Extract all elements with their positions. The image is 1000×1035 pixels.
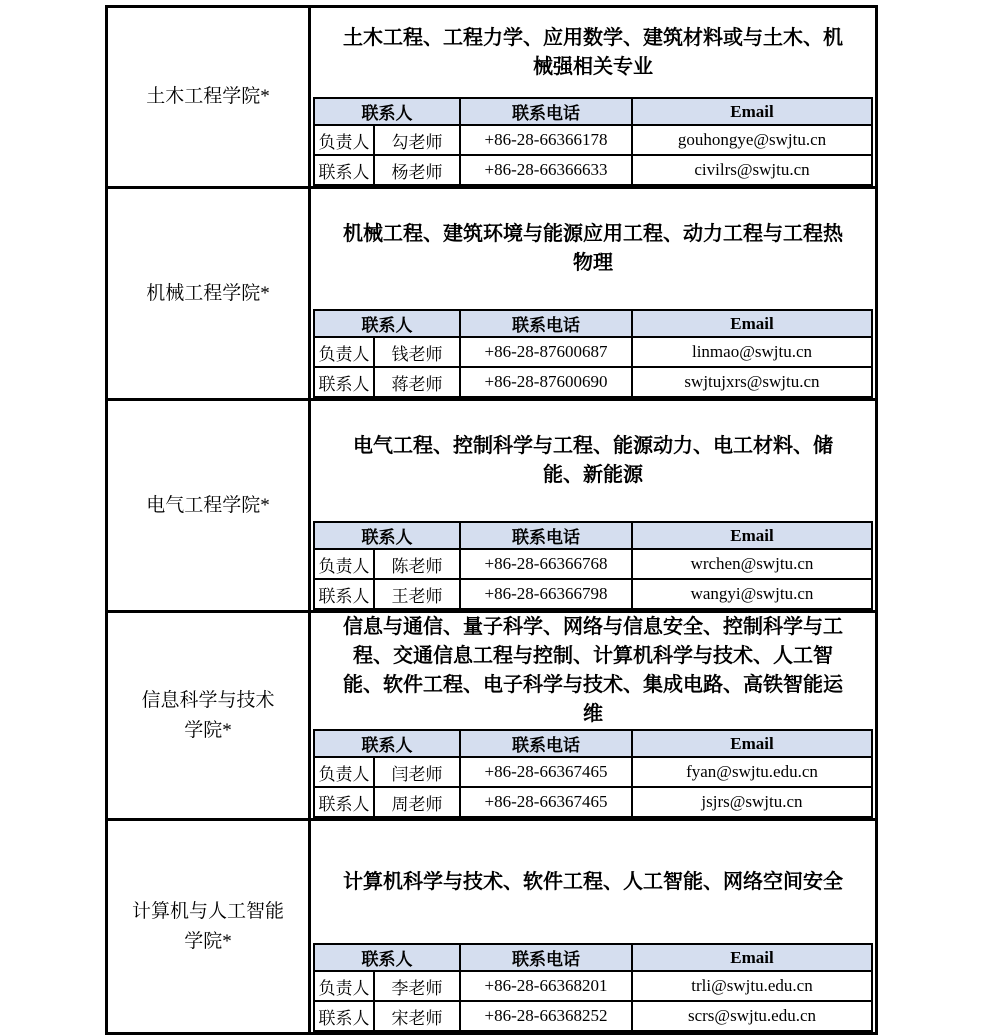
name-cell: 蒋老师 [374,367,460,397]
header-contact-phone: 联系电话 [460,522,632,549]
header-email: Email [632,944,872,971]
college-cell [108,821,311,1032]
contact-table [313,309,873,398]
contact-row [314,549,872,579]
contact-table [313,943,873,1032]
contact-row [314,155,872,185]
college-cell [108,8,311,186]
header-contact-person: 联系人 [314,944,460,971]
header-email: Email [632,98,872,125]
role-cell: 负责人 [314,125,374,155]
role-cell: 负责人 [314,757,374,787]
college-cell [108,401,311,610]
contact-row [314,971,872,1001]
contact-row [314,367,872,397]
contact-header-row [314,98,872,125]
contact-table [313,729,873,818]
college-name [146,491,270,521]
email-cell: wrchen@swjtu.cn [632,549,872,579]
table-section-electrical-engineering [108,401,875,613]
majors-text: 机械工程、建筑环境与能源应用工程、动力工程与工程热物理 [343,223,843,274]
college-name-line1: 计算机与人工智能 [131,900,284,922]
contact-header-row [314,944,872,971]
role-cell: 负责人 [314,549,374,579]
email-cell: jsjrs@swjtu.cn [632,787,872,817]
header-email: Email [632,522,872,549]
name-cell: 周老师 [374,787,460,817]
table-section-computer-ai [108,821,875,1035]
email-cell: trli@swjtu.edu.cn [632,971,872,1001]
college-name [141,686,274,746]
table-section-information-science [108,613,875,821]
college-contacts-table [105,5,878,1035]
header-contact-person: 联系人 [314,522,460,549]
header-contact-phone: 联系电话 [460,310,632,337]
majors-text: 计算机科学与技术、软件工程、人工智能、网络空间安全 [343,870,843,893]
content-cell [311,401,875,610]
college-cell [108,189,311,398]
college-name-line1: 电气工程学院* [146,494,270,516]
name-cell: 钱老师 [374,337,460,367]
header-contact-person: 联系人 [314,98,460,125]
header-contact-phone: 联系电话 [460,98,632,125]
contact-row [314,337,872,367]
header-email: Email [632,310,872,337]
header-contact-phone: 联系电话 [460,944,632,971]
college-name-line2: 学院* [184,930,232,952]
contact-table [313,521,873,610]
phone-cell: +86-28-66366798 [460,579,632,609]
college-name-line1: 土木工程学院* [146,86,270,107]
role-cell: 负责人 [314,971,374,1001]
email-cell: swjtujxrs@swjtu.cn [632,367,872,397]
email-cell: civilrs@swjtu.cn [632,155,872,185]
college-name [132,897,284,957]
contact-header-row [314,522,872,549]
college-name-line1: 信息科学与技术 [141,689,275,711]
contact-header-row [314,730,872,757]
phone-cell: +86-28-66366768 [460,549,632,579]
contact-row [314,1001,872,1031]
email-cell: wangyi@swjtu.cn [632,579,872,609]
contact-row [314,579,872,609]
email-cell: gouhongye@swjtu.cn [632,125,872,155]
college-name [146,82,270,112]
role-cell: 联系人 [314,155,374,185]
majors-text: 信息与通信、量子科学、网络与信息安全、控制科学与工程、交通信息工程与控制、计算机科学与技术、人工智能、软件工程、电子科学与技术、集成电路、高铁智能运维 [343,616,843,725]
header-contact-phone: 联系电话 [460,730,632,757]
role-cell: 联系人 [314,579,374,609]
name-cell: 陈老师 [374,549,460,579]
role-cell: 联系人 [314,367,374,397]
header-contact-person: 联系人 [314,310,460,337]
name-cell: 王老师 [374,579,460,609]
college-name [146,279,270,309]
contact-table [313,97,873,186]
contact-row [314,757,872,787]
contact-header-row [314,310,872,337]
majors-text: 电气工程、控制科学与工程、能源动力、电工材料、储能、新能源 [353,435,833,486]
name-cell: 勾老师 [374,125,460,155]
phone-cell: +86-28-66366178 [460,125,632,155]
header-contact-person: 联系人 [314,730,460,757]
content-cell [311,613,875,818]
phone-cell: +86-28-66367465 [460,787,632,817]
role-cell: 联系人 [314,787,374,817]
role-cell: 联系人 [314,1001,374,1031]
phone-cell: +86-28-66366633 [460,155,632,185]
email-cell: linmao@swjtu.cn [632,337,872,367]
email-cell: fyan@swjtu.edu.cn [632,757,872,787]
name-cell: 杨老师 [374,155,460,185]
contact-row [314,125,872,155]
name-cell: 闫老师 [374,757,460,787]
phone-cell: +86-28-66368252 [460,1001,632,1031]
email-cell: scrs@swjtu.edu.cn [632,1001,872,1031]
name-cell: 宋老师 [374,1001,460,1031]
name-cell: 李老师 [374,971,460,1001]
table-section-civil-engineering [108,8,875,189]
college-cell [108,613,311,818]
content-cell [311,189,875,398]
phone-cell: +86-28-87600687 [460,337,632,367]
majors-text: 土木工程、工程力学、应用数学、建筑材料或与土木、机械强相关专业 [343,26,843,78]
phone-cell: +86-28-66367465 [460,757,632,787]
college-name-line1: 机械工程学院* [146,282,270,304]
role-cell: 负责人 [314,337,374,367]
college-name-line2: 学院* [184,719,232,741]
contact-row [314,787,872,817]
phone-cell: +86-28-66368201 [460,971,632,1001]
header-email: Email [632,730,872,757]
content-cell [311,8,875,186]
content-cell [311,821,875,1032]
table-section-mechanical-engineering [108,189,875,401]
phone-cell: +86-28-87600690 [460,367,632,397]
